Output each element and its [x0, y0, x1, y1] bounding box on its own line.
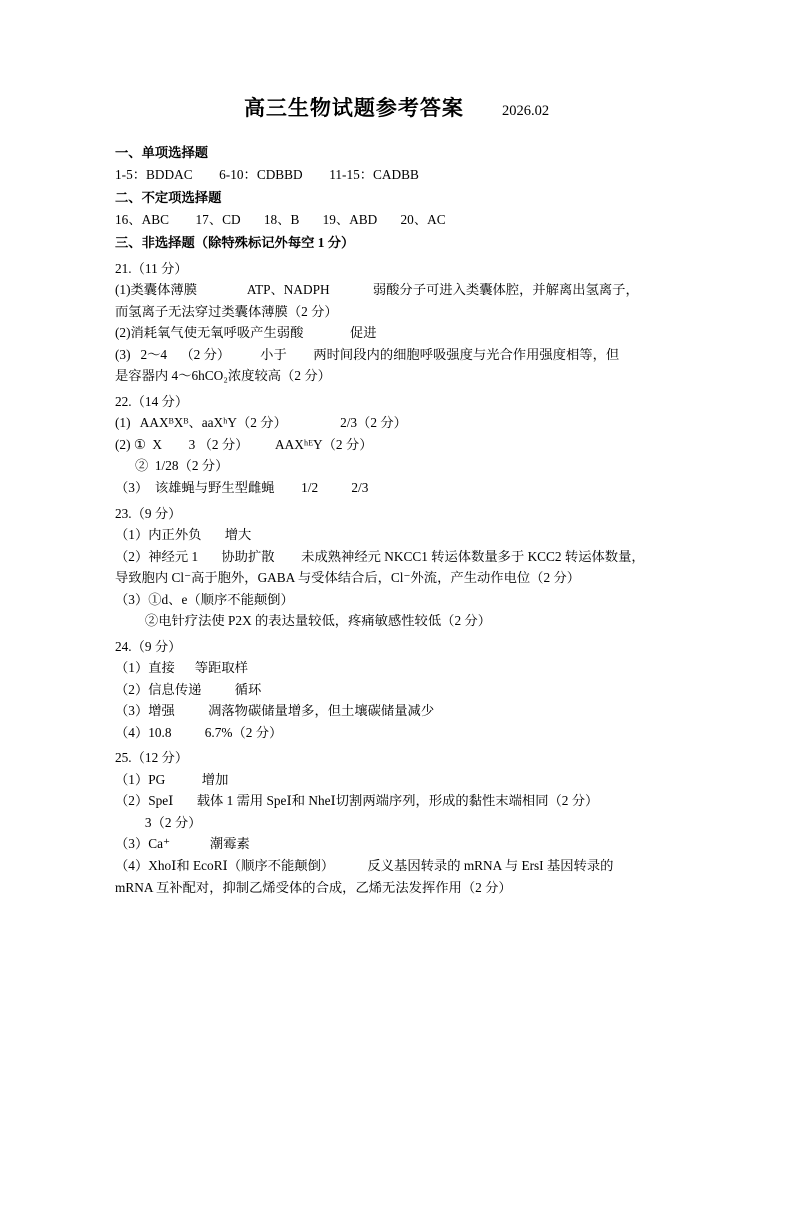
answer-line: mRNA 互补配对，抑制乙烯受体的合成，乙烯无法发挥作用（2 分） [115, 879, 512, 895]
answer-line: （2）神经元 1 协助扩散 未成熟神经元 NKCC1 转运体数量多于 KCC2 转运体数量， [115, 548, 645, 564]
question-25 [115, 747, 683, 898]
answer-line: （2）信息传递 循环 [115, 681, 262, 697]
answer-line: 而氢离子无法穿过类囊体薄膜（2 分） [115, 303, 338, 319]
section-multi-choice [115, 187, 683, 230]
question-number: 21.（11 分） [115, 260, 188, 276]
answer-line: 是容器内 4～6hCO₂浓度较高（2 分） [115, 368, 331, 384]
answer-line: 3（2 分） [115, 814, 202, 830]
section-line: 1-5：BDDAC 6-10：CDBBD 11-15：CADBB [115, 166, 419, 182]
answer-line: （3）增强 凋落物碳储量增多，但土壤碳储量减少 [115, 703, 435, 719]
answer-line: (2)消耗氧气使无氧呼吸产生弱酸 促进 [115, 325, 377, 341]
answer-line: （4）10.8 6.7%（2 分） [115, 724, 283, 740]
question-number: 23.（9 分） [115, 505, 182, 521]
answer-line: ②电针疗法使 P2X 的表达量较低，疼痛敏感性较低（2 分） [115, 613, 492, 629]
title-row [0, 92, 793, 122]
answer-line: （2）SpeⅠ 载体 1 需用 SpeⅠ和 NheⅠ切割两端序列，形成的黏性末端相同（2 分） [115, 793, 599, 809]
exam-date: 2026.02 [501, 103, 550, 119]
question-22 [115, 391, 683, 499]
section-heading: 二、不定项选择题 [115, 190, 222, 206]
page-title: 高三生物试题参考答案 [243, 96, 464, 120]
section-heading: 一、单项选择题 [115, 145, 209, 160]
answer-line: （3）Ca⁺ 潮霉素 [115, 836, 250, 852]
section-heading: 三、非选择题（除特殊标记外每空 1 分） [115, 235, 355, 251]
answer-content [0, 142, 793, 898]
answer-line: 导致胞内 Cl⁻高于胞外，GABA 与受体结合后，Cl⁻外流，产生动作电位（2 分） [115, 570, 581, 586]
question-number: 25.（12 分） [115, 750, 189, 766]
answer-line: (1) AAXᴮXᴮ、aaXʰY（2 分） 2/3（2 分） [115, 415, 407, 431]
section-non-choice [115, 232, 683, 254]
section-line: 16、ABC 17、CD 18、B 19、ABD 20、AC [115, 211, 446, 227]
answer-sheet-page [0, 92, 793, 1214]
question-24 [115, 636, 683, 744]
answer-line: （3） 该雄蝇与野生型雌蝇 1/2 2/3 [115, 479, 369, 495]
answer-line: (1)类囊体薄膜 ATP、NADPH 弱酸分子可进入类囊体腔，并解离出氢离子， [115, 282, 639, 298]
answer-line: (2) ① X 3 （2 分） AAXʰᴱY（2 分） [115, 436, 373, 452]
question-number: 22.（14 分） [115, 393, 189, 409]
answer-line: （3）①d、e（顺序不能颠倒） [115, 591, 294, 607]
question-23 [115, 503, 683, 632]
question-number: 24.（9 分） [115, 638, 182, 654]
answer-line: （1）内正外负 增大 [115, 527, 252, 543]
answer-line: ② 1/28（2 分） [115, 458, 229, 474]
answer-line: （4）XhoⅠ和 EcoRⅠ（顺序不能颠倒） 反义基因转录的 mRNA 与 ErsI 基因转录的 [115, 858, 614, 873]
answer-line: （1）直接 等距取样 [115, 660, 248, 676]
section-single-choice [115, 142, 683, 185]
answer-line: (3) 2～4 （2 分） 小于 两时间段内的细胞呼吸强度与光合作用强度相等，但 [115, 346, 620, 362]
question-21 [115, 258, 683, 387]
answer-line: （1）PG 增加 [115, 771, 229, 787]
